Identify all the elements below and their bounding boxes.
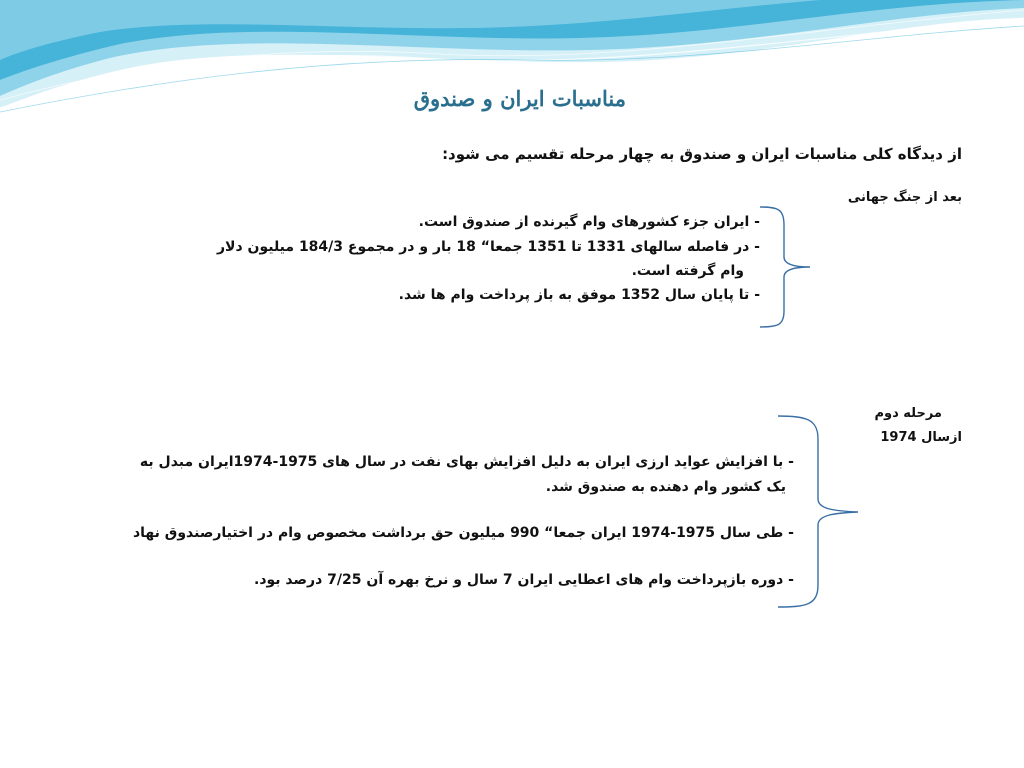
phase1-line-2: - در فاصله سالهای 1331 تا 1351 جمعا“ 18 بار و در مجموع 184/3 میلیون دلار xyxy=(216,239,760,255)
phase2-heading-line1: مرحله دوم xyxy=(874,406,942,421)
phase1-bracket xyxy=(758,205,814,331)
phase2-line-3: - طی سال 1975-1974 ایران جمعا“ 990 میلیون حق برداشت مخصوص وام در اختیارصندوق نهاد xyxy=(132,525,794,541)
slide-title: مناسبات ایران و صندوق xyxy=(413,86,626,111)
phase2-line-4: - دوره بازپرداخت وام های اعطایی ایران 7 سال و نرخ بهره آن 7/25 درصد بود. xyxy=(254,572,794,588)
phase1-line-3: وام گرفته است. xyxy=(631,263,744,279)
phase1-line-4: - تا پایان سال 1352 موفق به باز پرداخت وام ها شد. xyxy=(398,287,760,303)
phase1-line-1: - ایران جزء کشورهای وام گیرنده از صندوق است. xyxy=(418,214,760,230)
phase2-line-2: یک کشور وام دهنده به صندوق شد. xyxy=(545,479,786,495)
phase2-line-1: - با افزایش عواید ارزی ایران به دلیل افزایش بهای نفت در سال های 1975-1974ایران مبدل به xyxy=(139,454,794,470)
phase1-heading: بعد از جنگ جهانی xyxy=(847,190,962,205)
intro-text: از دیدگاه کلی مناسبات ایران و صندوق به چهار مرحله تقسیم می شود: xyxy=(442,145,962,163)
phase2-heading-line2: ازسال 1974 xyxy=(880,430,962,445)
